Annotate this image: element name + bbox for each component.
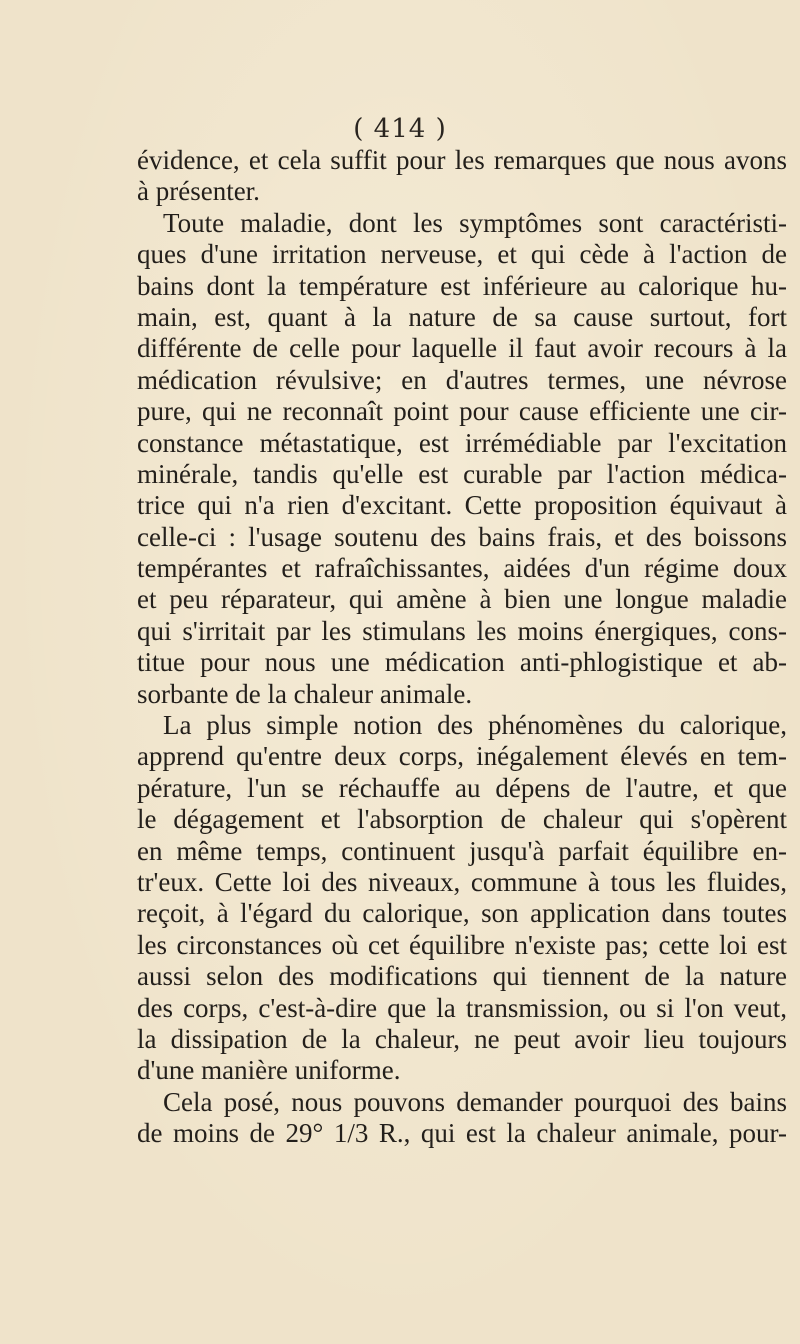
text-line: celle-ci : l'usage soutenu des bains frais, et des boissons: [137, 521, 787, 552]
text-line: reçoit, à l'égard du calorique, son application dans toutes: [137, 898, 787, 929]
text-line: tr'eux. Cette loi des niveaux, commune à tous les fluides,: [137, 866, 787, 897]
text-line: médication révulsive; en d'autres termes, une névrose: [137, 364, 787, 395]
text-line: évidence, et cela suffit pour les remarques que nous avons: [137, 145, 787, 175]
paragraph-start-line: La plus simple notion des phénomènes du calorique,: [163, 710, 787, 741]
text-line: constance métastatique, est irrémédiable par l'excitation: [137, 427, 787, 458]
text-line: trice qui n'a rien d'excitant. Cette proposition équivaut à: [137, 490, 787, 521]
text-line: sorbante de la chaleur animale.: [137, 678, 473, 709]
text-line: pure, qui ne reconnaît point pour cause efficiente une cir-: [137, 396, 787, 427]
text-line: de moins de 29° 1/3 R., qui est la chaleur animale, pour-: [137, 1118, 787, 1149]
paragraph-start-line: Toute maladie, dont les symptômes sont caractéristi-: [163, 207, 787, 238]
text-line: les circonstances où cet équilibre n'existe pas; cette loi est: [137, 929, 787, 960]
paragraph-start-line: Cela posé, nous pouvons demander pourquoi des bains: [163, 1086, 787, 1117]
text-line: bains dont la température est inférieure au calorique hu-: [137, 270, 787, 301]
text-line: ques d'une irritation nerveuse, et qui cède à l'action de: [137, 239, 787, 270]
text-line: titue pour nous une médication anti-phlogistique et ab-: [137, 647, 787, 678]
text-line: minérale, tandis qu'elle est curable par l'action médica-: [137, 458, 787, 489]
text-line: différente de celle pour laquelle il faut avoir recours à la: [137, 333, 787, 364]
text-line: d'une manière uniforme.: [137, 1055, 401, 1086]
page-number: ( 414 ): [353, 114, 447, 144]
body-text: [137, 145, 787, 1150]
text-line: main, est, quant à la nature de sa cause surtout, fort: [137, 301, 787, 332]
text-line: aussi selon des modifications qui tiennent de la nature: [137, 961, 787, 992]
text-line: le dégagement et l'absorption de chaleur qui s'opèrent: [137, 804, 787, 835]
text-line: qui s'irritait par les stimulans les moins énergiques, cons-: [137, 615, 787, 646]
text-line: pérature, l'un se réchauffe au dépens de l'autre, et que: [137, 772, 787, 803]
text-line: apprend qu'entre deux corps, inégalement élevés en tem-: [137, 741, 787, 772]
text-line: des corps, c'est-à-dire que la transmission, ou si l'on veut,: [137, 992, 787, 1023]
text-line: tempérantes et rafraîchissantes, aidées d'un régime doux: [137, 553, 787, 584]
text-line: en même temps, continuent jusqu'à parfait équilibre en-: [137, 835, 787, 866]
text-line: la dissipation de la chaleur, ne peut avoir lieu toujours: [137, 1023, 787, 1054]
text-line: et peu réparateur, qui amène à bien une longue maladie: [137, 584, 787, 615]
text-line: à présenter.: [137, 176, 260, 207]
